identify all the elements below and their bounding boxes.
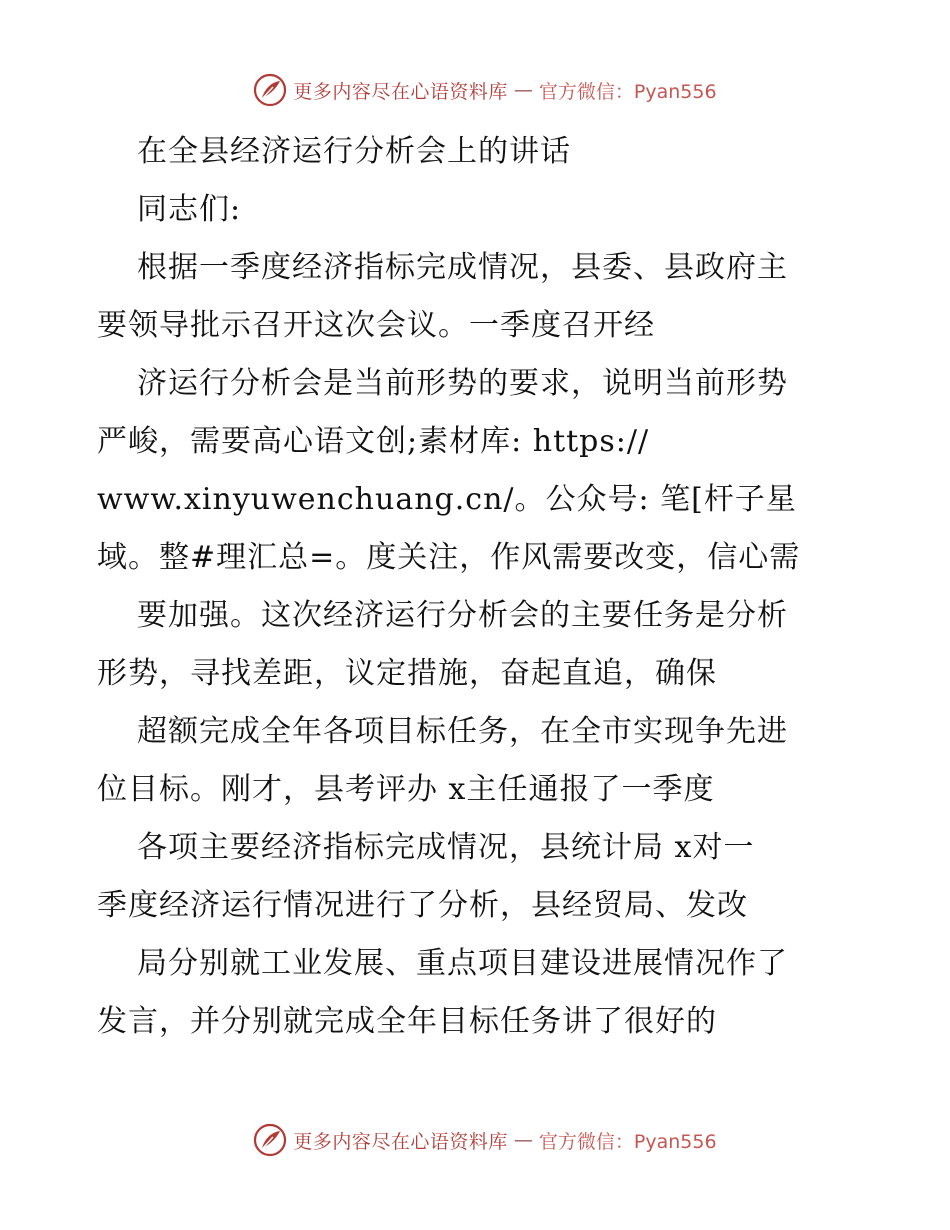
feather-logo-icon	[253, 73, 287, 107]
text-line: 局分别就工业发展、重点项目建设进展情况作了	[137, 946, 788, 981]
banner-separator: —	[513, 1129, 533, 1151]
banner-text: 更多内容尽在心语资料库	[293, 80, 508, 103]
text-line: 根据一季度经济指标完成情况，县委、县政府主	[137, 250, 788, 285]
text-line: 各项主要经济指标完成情况，县统计局 x对一	[137, 830, 755, 865]
text-line: 同志们:	[137, 192, 242, 227]
text-line: 形势，寻找差距，议定措施，奋起直追，确保	[97, 656, 717, 691]
feather-logo-icon	[253, 1123, 287, 1157]
document-body	[97, 123, 857, 1051]
document-lines	[97, 181, 857, 1051]
text-line: 季度经济运行情况进行了分析，县经贸局、发改	[97, 888, 748, 923]
text-line: www.xinyuwenchuang.cn/。公众号: 笔[杆子星	[97, 482, 797, 517]
banner-contact: 官方微信：Pyan556	[538, 80, 717, 103]
banner-text: 更多内容尽在心语资料库	[293, 1130, 508, 1153]
text-line: 发言，并分别就完成全年目标任务讲了很好的	[97, 1004, 717, 1039]
header-banner	[0, 70, 950, 110]
text-line: 严峻，需要高心语文创;素材库: https://	[97, 424, 650, 459]
text-line: 域。整#理汇总=。度关注，作风需要改变，信心需	[97, 540, 801, 575]
footer-banner	[0, 1120, 950, 1160]
text-line: 要领导批示召开这次会议。一季度召开经	[97, 308, 655, 343]
banner-contact: 官方微信：Pyan556	[538, 1130, 717, 1153]
text-line: 超额完成全年各项目标任务，在全市实现争先进	[137, 714, 788, 749]
document-title: 在全县经济运行分析会上的讲话	[137, 134, 571, 169]
text-line: 济运行分析会是当前形势的要求，说明当前形势	[137, 366, 788, 401]
text-line: 要加强。这次经济运行分析会的主要任务是分析	[137, 598, 788, 633]
banner-separator: —	[513, 79, 533, 101]
text-line: 位目标。刚才，县考评办 x主任通报了一季度	[97, 772, 715, 807]
